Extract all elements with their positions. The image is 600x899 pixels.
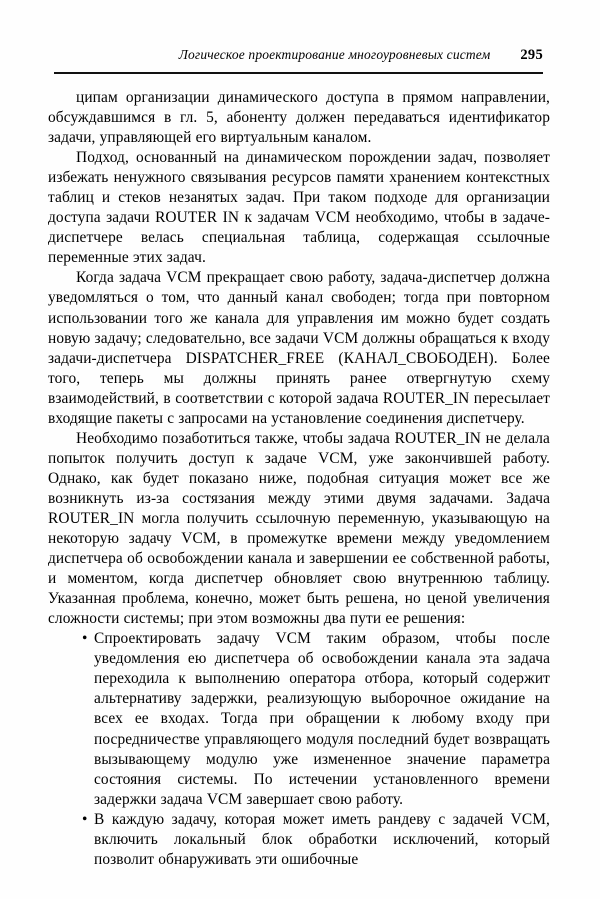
paragraph-dynamic-task-creation: Подход, основанный на динамическом порождении задач, позволяет избежать ненужного связывания ресурсов памяти хранением контекстных таблиц и стеков незанятых задач. При таком подходе для организации доступа задачи ROUTER IN к задачам VCM необходимо, чтобы в задаче-диспетчере велась специальная таблица, содержащая ссылочные переменные этих задач. [48, 149, 550, 267]
body-text-block [48, 88, 550, 870]
bullet-icon: • [82, 810, 88, 828]
solutions-bullet-list [48, 629, 550, 870]
list-item [48, 629, 550, 809]
list-item-text: Спроектировать задачу VCM таким образом, чтобы после уведомления ею диспетчера об освобождении канала эта задача переходила к выполнению оператора отбора, который содержит альтернативу задержки, реализующую выборочное ожидание на всех ее входах. Тогда при обращении к любому входу при посредничестве управляющего модуля последний будет возвращать вызывающему модулю уже измененное значение параметра состояния системы. По истечении установленного времени задержки задача VCM завершает свою работу. [94, 630, 550, 808]
page-number: 295 [520, 47, 543, 63]
running-head [54, 47, 543, 69]
running-head-title: Логическое проектирование многоуровневых систем [178, 47, 491, 62]
header-rule-divider [54, 72, 543, 74]
list-item-text: В каждую задачу, которая может иметь рандеву с задачей VCM, включить локальный блок обработки исключений, который позволит обнаруживать эти ошибочные [94, 810, 550, 868]
list-item [48, 810, 550, 870]
paragraph-race-condition: Необходимо позаботиться также, чтобы задача ROUTER_IN не делала попыток получить доступ к задаче VCM, уже закончившей работу. Однако, как будет показано ниже, подобная ситуация может все же возникнуть из-за состязания между этими двумя задачами. Задача ROUTER_IN могла получить ссылочную переменную, указывающую на некоторую задачу VCM, в промежутке времени между уведомлением диспетчера об освобождении канала и завершении ее собственной работы, и моментом, когда диспетчер обновляет свою внутреннюю таблицу. Указанная проблема, конечно, может быть решена, но ценой увеличения сложности системы; при этом возможны два пути ее решения: [48, 429, 550, 628]
paragraph-continuation: ципам организации динамического доступа в прямом направлении, обсуждавшимся в гл. 5, абоненту должен передаваться идентификатор задачи, управляющей его виртуальным каналом. [48, 89, 550, 147]
bullet-icon: • [82, 630, 88, 648]
paragraph-vcm-termination: Когда задача VCM прекращает свою работу, задача-диспетчер должна уведомляться о том, что данный канал свободен; тогда при повторном использовании того же канала для управления им можно будет создать новую задачу; следовательно, все задачи VCM должны обращаться к входу задачи-диспетчера DISPATCHER_FREE (КАНАЛ_СВОБОДЕН). Более того, теперь мы должны принять ранее отвергнутую схему взаимодействий, в соответствии с которой задача ROUTER_IN пересылает входящие пакеты с запросами на установление соединения диспетчеру. [48, 269, 550, 427]
